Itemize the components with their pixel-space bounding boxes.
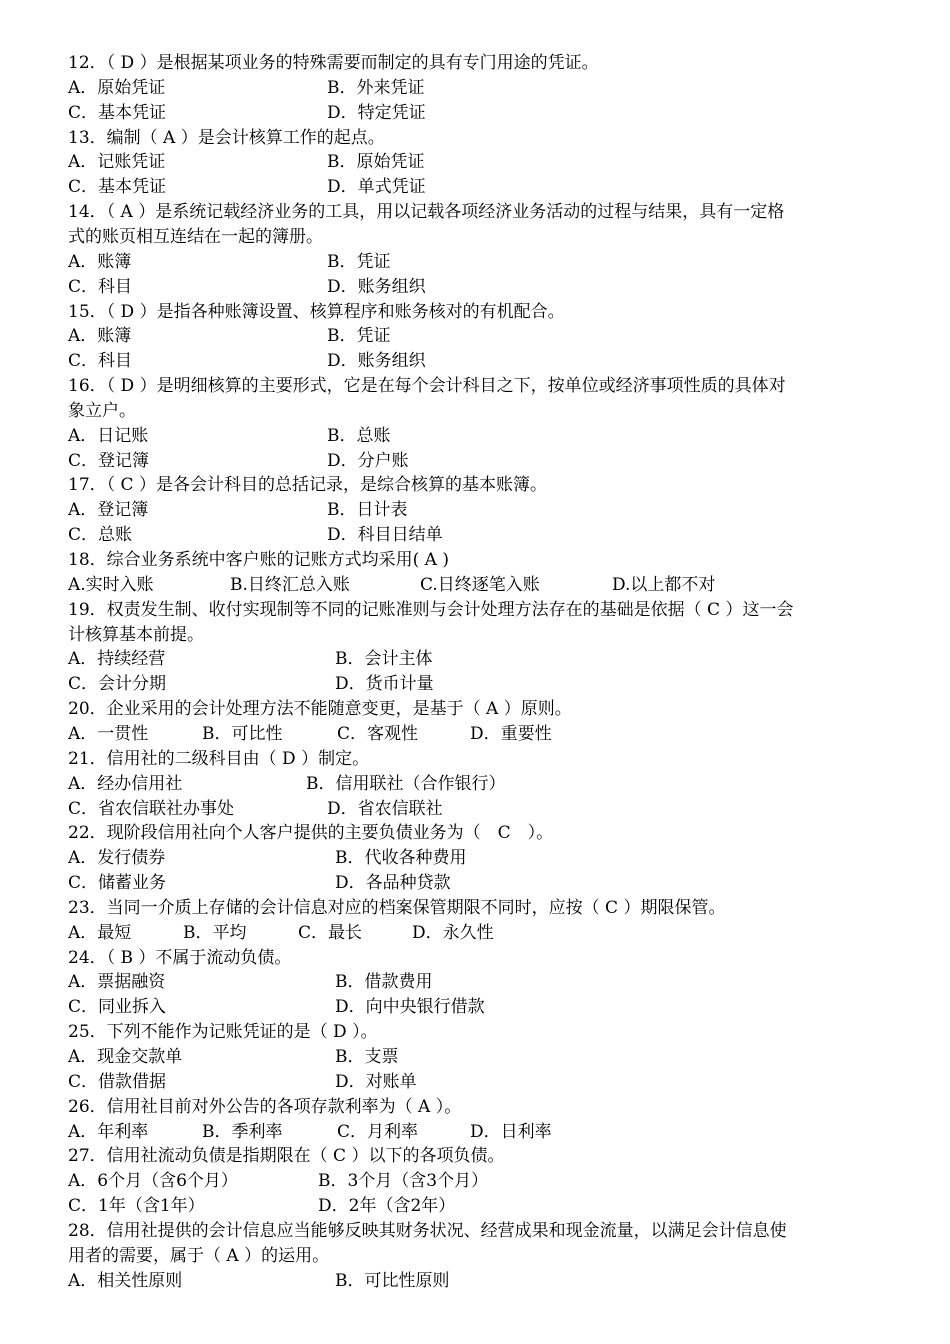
option-text: D．分户账 xyxy=(327,450,409,471)
option-text: A．登记簿 xyxy=(68,500,149,521)
option-text: A．6个月（含6个月） xyxy=(68,1171,238,1192)
option-text: D．向中央银行借款 xyxy=(335,997,485,1018)
option-text: B．可比性 xyxy=(202,723,283,744)
option-text: C.日终逐笔入账 xyxy=(420,574,540,595)
option-row xyxy=(0,176,950,198)
option-text: D．货币计量 xyxy=(335,674,434,695)
option-text: B．凭证 xyxy=(327,326,391,347)
option-row xyxy=(0,922,950,944)
question-line: 17．（ C ）是各会计科目的总括记录，是综合核算的基本账簿。 xyxy=(68,475,547,496)
option-text: B．3个月（含3个月） xyxy=(318,1171,489,1192)
option-row xyxy=(0,325,950,347)
option-row xyxy=(0,1121,950,1143)
option-text: D．账务组织 xyxy=(327,351,426,372)
question-line: 23．当同一介质上存储的会计信息对应的档案保管期限不同时，应按（ C ）期限保管。 xyxy=(68,897,726,918)
option-text: B．代收各种费用 xyxy=(335,848,467,869)
option-text: C．同业拆入 xyxy=(68,997,167,1018)
option-row xyxy=(0,1046,950,1068)
option-text: A．日记账 xyxy=(68,425,149,446)
option-text: B．信用联社（合作银行） xyxy=(306,773,506,794)
option-text: B．季利率 xyxy=(202,1121,283,1142)
option-row xyxy=(0,574,950,596)
option-text: B．凭证 xyxy=(327,251,391,272)
question-line: 20．企业采用的会计处理方法不能随意变更，是基于（ A ）原则。 xyxy=(68,699,572,720)
option-text: D．省农信联社 xyxy=(327,798,443,819)
option-row xyxy=(0,723,950,745)
option-text: A．账簿 xyxy=(68,326,132,347)
option-row xyxy=(0,276,950,298)
option-text: A．经办信用社 xyxy=(68,773,183,794)
option-row xyxy=(0,1195,950,1217)
option-row xyxy=(0,1170,950,1192)
option-text: A.实时入账 xyxy=(68,574,154,595)
option-text: A．相关性原则 xyxy=(68,1270,183,1291)
option-row xyxy=(0,1071,950,1093)
option-row xyxy=(0,798,950,820)
option-row xyxy=(0,673,950,695)
question-line: 式的账页相互连结在一起的簿册。 xyxy=(68,226,323,247)
option-text: C．会计分期 xyxy=(68,674,167,695)
option-text: C．月利率 xyxy=(337,1121,419,1142)
option-text: D．重要性 xyxy=(470,723,552,744)
option-text: C．省农信联社办事处 xyxy=(68,798,235,819)
option-text: A．账簿 xyxy=(68,251,132,272)
option-text: A．发行债券 xyxy=(68,848,166,869)
option-text: D．科目日结单 xyxy=(327,525,443,546)
option-text: B．原始凭证 xyxy=(327,152,425,173)
option-text: B.日终汇总入账 xyxy=(230,574,350,595)
option-text: B．借款费用 xyxy=(335,972,433,993)
option-text: C．总账 xyxy=(68,525,133,546)
question-line: 16．（ D ）是明细核算的主要形式，它是在每个会计科目之下，按单位或经济事项性质的具体对 xyxy=(68,376,786,397)
option-text: D．单式凭证 xyxy=(327,177,426,198)
question-line: 26．信用社目前对外公告的各项存款利率为（ A ）。 xyxy=(68,1096,462,1117)
option-text: A．一贯性 xyxy=(68,723,149,744)
option-text: C．借款借据 xyxy=(68,1071,167,1092)
question-line: 14．（ A ）是系统记载经济业务的工具，用以记载各项经济业务活动的过程与结果，具有一定格 xyxy=(68,202,785,223)
option-row xyxy=(0,996,950,1018)
option-text: C．1年（含1年） xyxy=(68,1196,205,1217)
option-row xyxy=(0,450,950,472)
option-row xyxy=(0,77,950,99)
option-text: B．会计主体 xyxy=(335,649,433,670)
option-text: A．原始凭证 xyxy=(68,77,166,98)
option-text: A．最短 xyxy=(68,922,132,943)
option-row xyxy=(0,648,950,670)
option-text: C．客观性 xyxy=(337,723,419,744)
option-text: D．日利率 xyxy=(470,1121,552,1142)
option-text: D．特定凭证 xyxy=(327,102,426,123)
question-line: 12．（ D ）是根据某项业务的特殊需要而制定的具有专门用途的凭证。 xyxy=(68,53,599,73)
question-line: 24．（ B ）不属于流动负债。 xyxy=(68,947,292,968)
option-text: A．持续经营 xyxy=(68,649,166,670)
question-line: 18．综合业务系统中客户账的记账方式均采用( A ) xyxy=(68,550,449,570)
option-row xyxy=(0,524,950,546)
option-row xyxy=(0,971,950,993)
option-text: D．各品种贷款 xyxy=(335,873,451,894)
option-row xyxy=(0,499,950,521)
option-text: D．永久性 xyxy=(412,922,494,943)
question-line: 19．权责发生制、收付实现制等不同的记账准则与会计处理方法存在的基础是依据（ C ）这一会 xyxy=(68,599,794,620)
question-line: 计核算基本前提。 xyxy=(68,624,204,645)
question-line: 22．现阶段信用社向个人客户提供的主要负债业务为（ C ）。 xyxy=(68,823,554,844)
question-line: 15．（ D ）是指各种账簿设置、核算程序和账务核对的有机配合。 xyxy=(68,301,565,322)
option-text: B．总账 xyxy=(327,425,391,446)
option-row xyxy=(0,872,950,894)
option-text: D.以上都不对 xyxy=(612,574,716,595)
option-text: A．票据融资 xyxy=(68,972,166,993)
option-row xyxy=(0,425,950,447)
option-text: B．可比性原则 xyxy=(335,1270,450,1291)
question-line: 25．下列不能作为记账凭证的是（ D ）。 xyxy=(68,1022,378,1043)
option-text: D．账务组织 xyxy=(327,276,426,297)
option-text: C．最长 xyxy=(298,922,363,943)
option-text: C．科目 xyxy=(68,276,133,297)
question-line: 象立户。 xyxy=(68,400,136,421)
question-line: 21．信用社的二级科目由（ D ）制定。 xyxy=(68,748,370,769)
option-row xyxy=(0,1270,950,1292)
option-text: D．2年（含2年） xyxy=(318,1196,456,1217)
question-line: 13．编制（ A ）是会计核算工作的起点。 xyxy=(68,127,385,148)
option-row xyxy=(0,151,950,173)
option-text: C．科目 xyxy=(68,351,133,372)
question-line: 用者的需要，属于（ A ）的运用。 xyxy=(68,1245,330,1266)
option-text: C．储蓄业务 xyxy=(68,873,167,894)
option-row xyxy=(0,350,950,372)
question-line: 28．信用社提供的会计信息应当能够反映其财务状况、经营成果和现金流量，以满足会计信息使 xyxy=(68,1220,787,1241)
option-text: C．基本凭证 xyxy=(68,177,167,198)
option-text: C．基本凭证 xyxy=(68,102,167,123)
option-text: D．对账单 xyxy=(335,1071,417,1092)
option-row xyxy=(0,102,950,124)
option-text: B．外来凭证 xyxy=(327,77,425,98)
option-text: C．登记簿 xyxy=(68,450,150,471)
option-text: B．支票 xyxy=(335,1047,399,1067)
option-text: B．平均 xyxy=(183,922,247,943)
option-text: A．现金交款单 xyxy=(68,1047,183,1067)
option-row xyxy=(0,773,950,795)
option-text: A．记账凭证 xyxy=(68,152,166,173)
option-row xyxy=(0,847,950,869)
option-row xyxy=(0,251,950,273)
option-text: B．日计表 xyxy=(327,500,408,521)
option-text: A．年利率 xyxy=(68,1121,149,1142)
question-line: 27．信用社流动负债是指期限在（ C ）以下的各项负债。 xyxy=(68,1146,505,1167)
